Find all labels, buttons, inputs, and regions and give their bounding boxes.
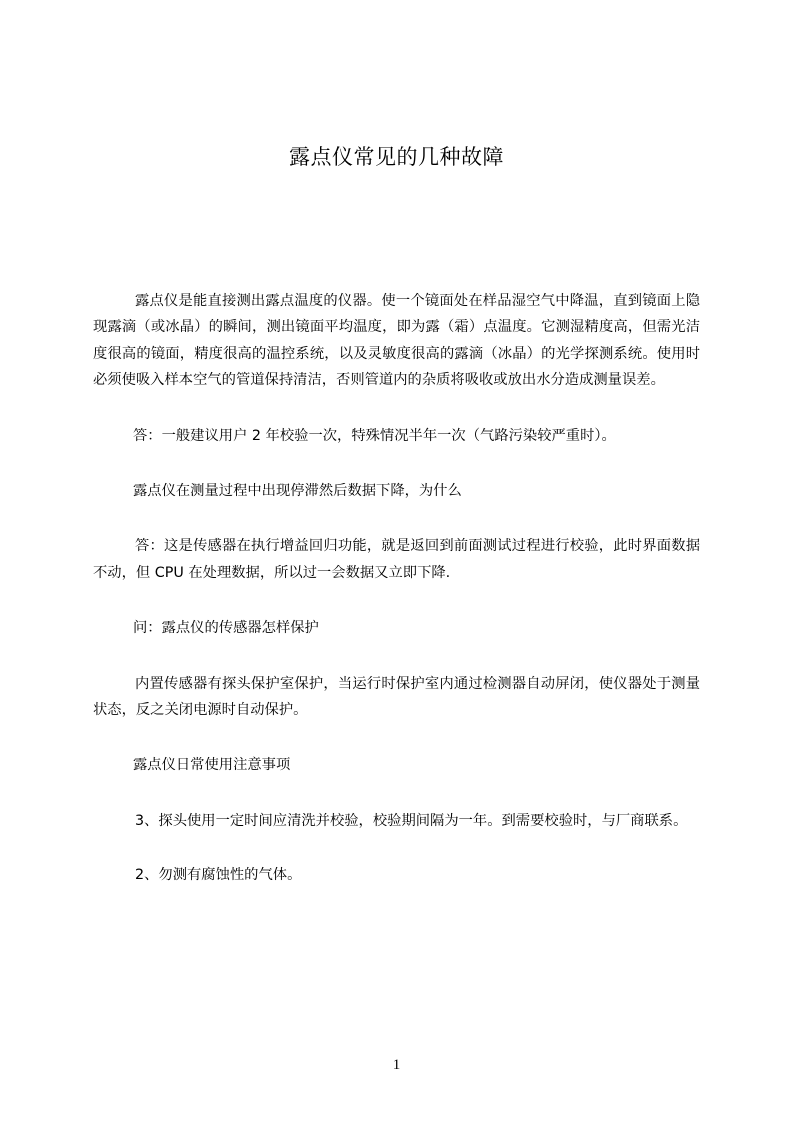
paragraph-question-stall: 露点仪在测量过程中出现停滞然后数据下降，为什么 — [133, 483, 462, 500]
paragraph-daily-notes-heading: 露点仪日常使用注意事项 — [133, 757, 291, 774]
paragraph-note-3: 3、探头使用一定时间应清洗并校验，校验期间隔为一年。到需要校验时，与厂商联系。 — [135, 812, 688, 829]
paragraph-question-protection: 问：露点仪的传感器怎样保护 — [133, 620, 319, 637]
paragraph-answer-protection: 内置传感器有探头保护室保护，当运行时保护室内通过检测器自动屏闭，使仪器处于测量状态，反之关闭电源时自动保护。 — [93, 675, 700, 719]
paragraph-answer-stall: 答：这是传感器在执行增益回归功能，就是返回到前面测试过程进行校验，此时界面数据不动，但 CPU 在处理数据，所以过一会数据又立即下降. — [93, 538, 700, 581]
document-body — [93, 288, 700, 889]
document-title: 露点仪常见的几种故障 — [289, 145, 504, 169]
paragraph-intro: 露点仪是能直接测出露点温度的仪器。使一个镜面处在样品湿空气中降温，直到镜面上隐现露滴（或冰晶）的瞬间，测出镜面平均温度，即为露（霜）点温度。它测湿精度高，但需光洁度很高的镜面，精度很高的温控系统，以及灵敏度很高的露滴（冰晶）的光学探测系统。使用时必须使吸入样本空气的管道保持清洁，否则管道内的杂质将吸收或放出水分造成测量误差。 — [93, 293, 700, 389]
page-number: 1 — [392, 1057, 401, 1073]
paragraph-answer-calibration: 答：一般建议用户 2 年校验一次，特殊情况半年一次（气路污染较严重时）。 — [133, 427, 616, 444]
paragraph-note-2: 2、勿测有腐蚀性的气体。 — [135, 867, 302, 884]
